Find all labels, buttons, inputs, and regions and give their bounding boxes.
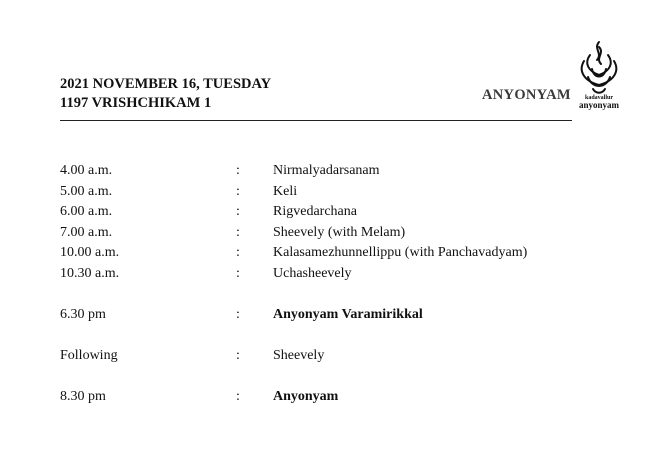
schedule-row	[60, 161, 620, 182]
schedule-time: 6.00 a.m.	[60, 204, 113, 220]
schedule-separator: :	[236, 163, 240, 178]
schedule-event: Nirmalyadarsanam	[273, 163, 380, 178]
schedule-time: 6.30 pm	[60, 306, 106, 322]
schedule-separator: :	[236, 347, 240, 363]
schedule-row	[60, 305, 620, 326]
logo-caption-kadavallur: kadavallur	[584, 95, 613, 101]
schedule-event: Kalasamezhunnellippu (with Panchavadyam)	[273, 245, 528, 261]
schedule-time: 10.00 a.m.	[60, 245, 120, 261]
schedule-row	[60, 223, 620, 244]
schedule-list	[60, 161, 620, 408]
schedule-separator: :	[236, 388, 240, 404]
schedule-event: Anyonyam	[273, 388, 339, 404]
malayalam-date: 1197 VRISHCHIKAM 1	[60, 95, 212, 111]
schedule-time: 4.00 a.m.	[60, 163, 113, 178]
schedule-row	[60, 182, 620, 203]
schedule-event: Uchasheevely	[273, 265, 352, 281]
brand-name: ANYONYAM	[482, 87, 571, 103]
schedule-row	[60, 264, 620, 285]
header-divider	[60, 120, 572, 121]
schedule-time: 7.00 a.m.	[60, 224, 113, 240]
schedule-time: 10.30 a.m.	[60, 265, 120, 281]
flame-lamp-icon	[576, 39, 622, 97]
schedule-separator: :	[236, 204, 240, 220]
schedule-separator: :	[236, 245, 240, 261]
schedule-separator: :	[236, 224, 240, 240]
schedule-event: Rigvedarchana	[273, 204, 357, 220]
schedule-row	[60, 387, 620, 408]
schedule-separator: :	[236, 265, 240, 281]
schedule-time: 5.00 a.m.	[60, 183, 113, 199]
schedule-event: Keli	[273, 183, 298, 199]
anyonyam-logo	[576, 39, 622, 111]
gregorian-date: 2021 NOVEMBER 16, TUESDAY	[60, 76, 272, 92]
schedule-time: Following	[60, 347, 118, 363]
schedule-row	[60, 202, 620, 223]
schedule-event: Anyonyam Varamirikkal	[273, 306, 423, 322]
schedule-row	[60, 243, 620, 264]
logo-caption-anyonyam: anyonyam	[578, 100, 619, 110]
schedule-row	[60, 346, 620, 367]
schedule-separator: :	[236, 306, 240, 322]
schedule-event: Sheevely (with Melam)	[273, 224, 406, 240]
schedule-event: Sheevely	[273, 347, 325, 363]
schedule-time: 8.30 pm	[60, 388, 106, 404]
date-header	[60, 75, 271, 113]
schedule-separator: :	[236, 183, 240, 199]
